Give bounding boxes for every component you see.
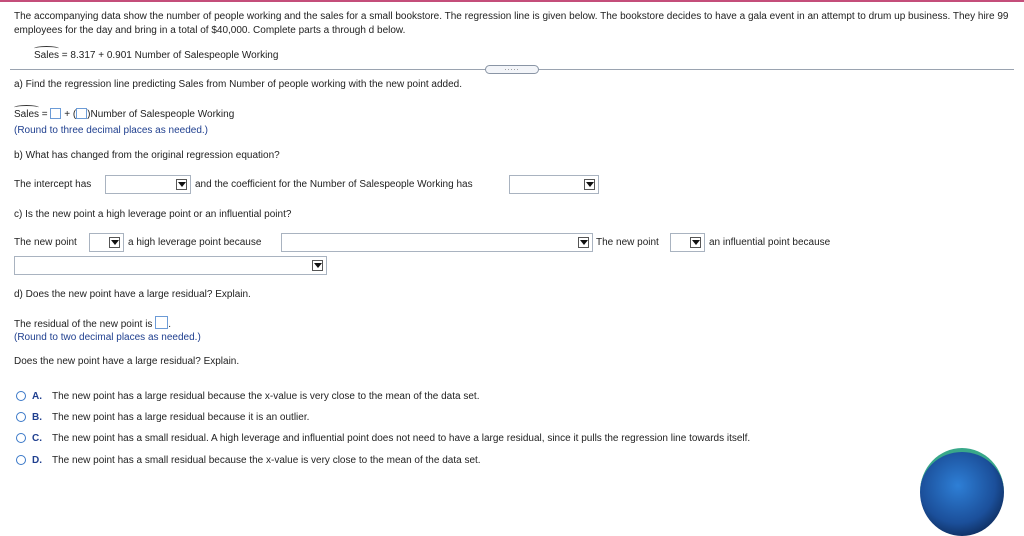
option-b-radio[interactable] xyxy=(16,412,26,422)
expand-handle[interactable]: ..... xyxy=(485,65,539,74)
option-a-letter: A. xyxy=(32,391,42,402)
part-a-predictor-label: )Number of Salespeople Working xyxy=(87,109,235,120)
globe-icon[interactable] xyxy=(920,448,1004,536)
plus-paren: + ( xyxy=(64,109,77,120)
part-c-leverage-label: The new point xyxy=(14,237,77,248)
slope-answer-box[interactable] xyxy=(76,108,87,119)
option-d-radio[interactable] xyxy=(16,455,26,465)
leverage-is-dropdown[interactable] xyxy=(89,233,124,252)
part-b-question: b) What has changed from the original regression equation? xyxy=(14,150,280,161)
option-b-letter: B. xyxy=(32,412,42,423)
chevron-down-icon xyxy=(176,179,187,190)
original-equation-rhs: = 8.317 + 0.901 Number of Salespeople Working xyxy=(61,50,279,61)
part-c-influential-because: an influential point because xyxy=(709,237,831,248)
equals-sign: = xyxy=(39,109,51,120)
residual-row xyxy=(14,316,171,330)
influential-reason-dropdown[interactable] xyxy=(14,256,327,275)
option-c-radio[interactable] xyxy=(16,433,26,443)
influential-is-dropdown[interactable] xyxy=(670,233,705,252)
residual-answer-box[interactable] xyxy=(155,316,168,329)
option-a-text[interactable]: The new point has a large residual because the x-value is very close to the mean of the data set. xyxy=(52,391,480,402)
residual-label: The residual of the new point is xyxy=(14,319,153,330)
part-a-rounding-hint: (Round to three decimal places as needed.) xyxy=(14,125,209,136)
option-b-text[interactable]: The new point has a large residual because it is an outlier. xyxy=(52,412,310,423)
option-a-radio[interactable] xyxy=(16,391,26,401)
part-c-leverage-because: a high leverage point because xyxy=(128,237,262,248)
sales-hat-label: Sales xyxy=(34,50,60,61)
problem-intro: The accompanying data show the number of people working and the sales for a small bookstore. The regression line is given below. The bookstore decides to have a gala event in an attempt to drum up business. They hire 99 employees for the day and bring in a total of $40,000. Complete parts a through d below. xyxy=(14,11,1009,36)
original-regression-equation xyxy=(34,50,278,61)
top-accent-rule xyxy=(0,0,1024,2)
chevron-down-icon xyxy=(584,179,595,190)
leverage-reason-dropdown[interactable] xyxy=(281,233,593,252)
intercept-change-dropdown[interactable] xyxy=(105,175,191,194)
intercept-answer-box[interactable] xyxy=(50,108,61,119)
part-d-question-2: Does the new point have a large residual? Explain. xyxy=(14,356,240,367)
part-a-equation xyxy=(14,108,234,120)
part-d-question: d) Does the new point have a large residual? Explain. xyxy=(14,289,251,300)
coefficient-change-dropdown[interactable] xyxy=(509,175,599,194)
chevron-down-icon xyxy=(578,237,589,248)
residual-period: . xyxy=(168,319,171,330)
part-c-question: c) Is the new point a high leverage point or an influential point? xyxy=(14,209,292,220)
part-b-intercept-label: The intercept has xyxy=(14,179,92,190)
sales-hat-label-a: Sales xyxy=(14,109,40,120)
part-c-influential-label: The new point xyxy=(596,237,659,248)
chevron-down-icon xyxy=(109,237,120,248)
option-c-letter: C. xyxy=(32,433,42,444)
part-b-coefficient-label: and the coefficient for the Number of Salespeople Working has xyxy=(195,179,473,190)
part-a-question: a) Find the regression line predicting Sales from Number of people working with the new point added. xyxy=(14,79,463,90)
part-d-rounding-hint: (Round to two decimal places as needed.) xyxy=(14,332,201,343)
option-d-letter: D. xyxy=(32,455,42,466)
chevron-down-icon xyxy=(690,237,701,248)
option-d-text[interactable]: The new point has a small residual because the x-value is very close to the mean of the data set. xyxy=(52,455,481,466)
chevron-down-icon xyxy=(312,260,323,271)
option-c-text[interactable]: The new point has a small residual. A high leverage and influential point does not need to have a large residual, since it pulls the regression line towards itself. xyxy=(52,433,751,444)
